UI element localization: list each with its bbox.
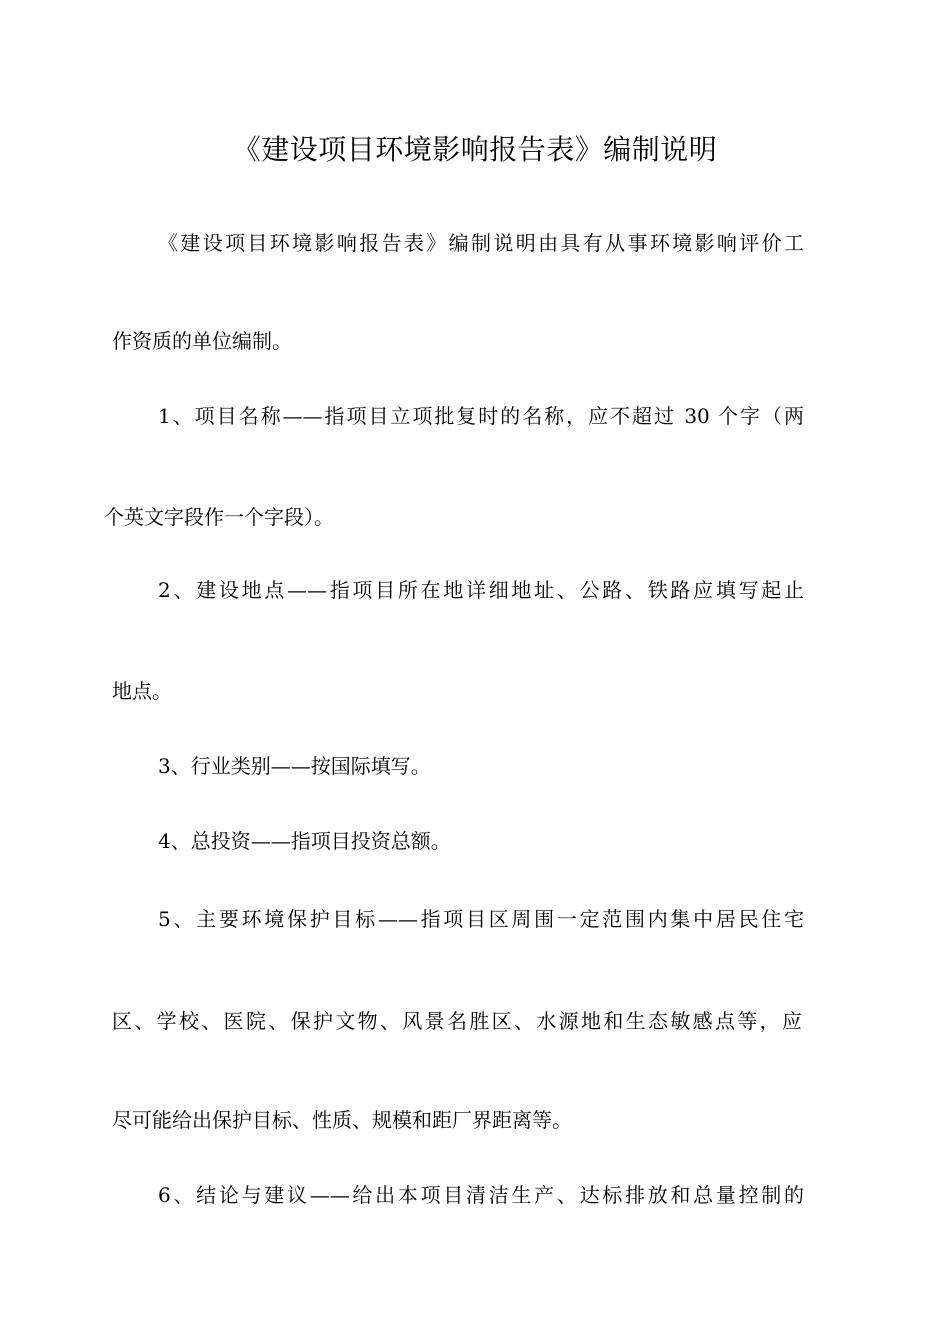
paragraph-1-line-1: 《建设项目环境影响报告表》编制说明由具有从事环境影响评价工	[158, 231, 804, 255]
paragraph-2-line-1: 1、项目名称——指项目立项批复时的名称，应不超过 30 个字（两	[158, 404, 804, 428]
paragraph-3-line-2: 地点。	[112, 679, 172, 703]
paragraph-6-line-3: 尽可能给出保护目标、性质、规模和距厂界距离等。	[112, 1108, 572, 1132]
paragraph-7-line-1: 6、结论与建议——给出本项目清洁生产、达标排放和总量控制的	[158, 1183, 804, 1207]
paragraph-3-line-1: 2、建设地点——指项目所在地详细地址、公路、铁路应填写起止	[158, 578, 804, 602]
paragraph-6-line-2: 区、学校、医院、保护文物、风景名胜区、水源地和生态敏感点等，应	[112, 1009, 802, 1033]
document-title: 《建设项目环境影响报告表》编制说明	[232, 133, 718, 166]
paragraph-2-line-2: 个英文字段作一个字段）。	[104, 505, 334, 529]
paragraph-1-line-2: 作资质的单位编制。	[112, 329, 292, 353]
paragraph-6-line-1: 5、主要环境保护目标——指项目区周围一定范围内集中居民住宅	[158, 907, 804, 931]
paragraph-5-line-1: 4、总投资——指项目投资总额。	[158, 829, 451, 853]
paragraph-4-line-1: 3、行业类别——按国际填写。	[158, 754, 431, 778]
